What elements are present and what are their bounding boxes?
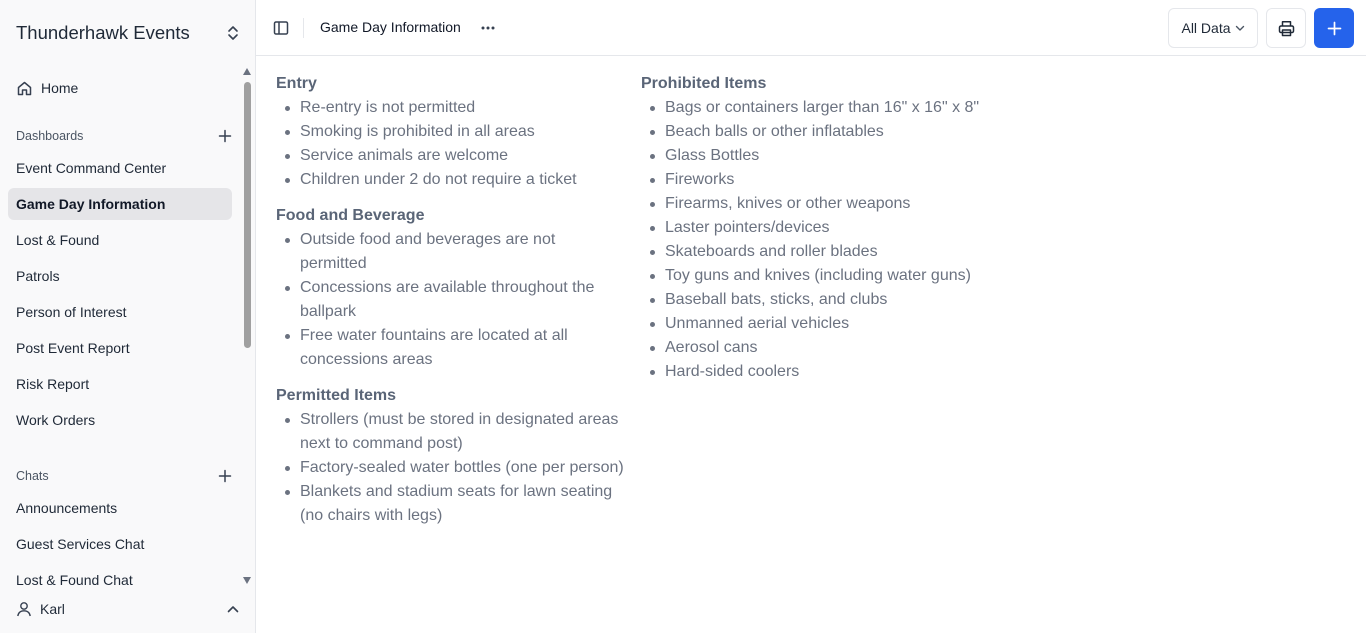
sidebar-item-label: Patrols bbox=[16, 268, 60, 284]
list-item: Hard-sided coolers bbox=[641, 360, 1001, 384]
user-name: Karl bbox=[40, 601, 65, 617]
list-item: Skateboards and roller blades bbox=[641, 240, 1001, 264]
section-heading: Permitted Items bbox=[276, 387, 397, 404]
list-item: Service animals are welcome bbox=[276, 144, 626, 168]
list-item: Laster pointers/devices bbox=[641, 216, 1001, 240]
add-button[interactable] bbox=[1314, 8, 1354, 48]
entry-list bbox=[276, 96, 626, 192]
sidebar-toggle-icon[interactable] bbox=[273, 20, 289, 36]
page-title: Game Day Information bbox=[320, 19, 461, 35]
dashboards-section-header bbox=[16, 126, 232, 146]
printer-icon bbox=[1278, 20, 1295, 37]
list-item: Fireworks bbox=[641, 168, 1001, 192]
food-beverage-section bbox=[276, 204, 626, 372]
section-heading: Entry bbox=[276, 75, 317, 92]
add-dashboard-icon[interactable] bbox=[218, 129, 232, 143]
list-item: Outside food and beverages are not permitted bbox=[276, 228, 626, 276]
data-filter-dropdown[interactable] bbox=[1168, 8, 1258, 48]
list-item: Unmanned aerial vehicles bbox=[641, 312, 1001, 336]
sidebar-item-home[interactable] bbox=[8, 72, 232, 104]
sidebar-item-label: Post Event Report bbox=[16, 340, 130, 356]
left-column bbox=[276, 72, 626, 540]
sidebar-item-event-command-center[interactable] bbox=[8, 152, 232, 184]
user-icon bbox=[16, 601, 32, 617]
section-label: Chats bbox=[16, 469, 49, 483]
sidebar-item-label: Person of Interest bbox=[16, 304, 127, 320]
sidebar-item-lost-and-found[interactable] bbox=[8, 224, 232, 256]
home-icon bbox=[16, 80, 33, 97]
list-item: Glass Bottles bbox=[641, 144, 1001, 168]
list-item: Concessions are available throughout the ballpark bbox=[276, 276, 626, 324]
list-item: Smoking is prohibited in all areas bbox=[276, 120, 626, 144]
scroll-up-arrow-icon[interactable] bbox=[243, 68, 251, 75]
list-item: Toy guns and knives (including water guns) bbox=[641, 264, 1001, 288]
food-beverage-list bbox=[276, 228, 626, 372]
sidebar-item-patrols[interactable] bbox=[8, 260, 232, 292]
list-item: Aerosol cans bbox=[641, 336, 1001, 360]
sidebar-item-label: Announcements bbox=[16, 500, 118, 516]
sidebar-item-announcements[interactable] bbox=[8, 492, 232, 524]
permitted-items-list bbox=[276, 408, 626, 528]
sidebar-nav bbox=[0, 70, 240, 590]
chats-section-header bbox=[16, 466, 232, 486]
sidebar-item-game-day-information[interactable] bbox=[8, 188, 232, 220]
sidebar-item-work-orders[interactable] bbox=[8, 404, 232, 436]
list-item: Baseball bats, sticks, and clubs bbox=[641, 288, 1001, 312]
sidebar-item-label: Guest Services Chat bbox=[16, 536, 145, 552]
list-item: Children under 2 do not require a ticket bbox=[276, 168, 626, 192]
sidebar-item-lost-and-found-chat[interactable] bbox=[8, 564, 232, 590]
section-heading: Food and Beverage bbox=[276, 207, 425, 224]
main-area bbox=[256, 0, 1366, 633]
list-item: Re-entry is not permitted bbox=[276, 96, 626, 120]
sidebar-item-guest-services-chat[interactable] bbox=[8, 528, 232, 560]
section-label: Dashboards bbox=[16, 129, 84, 143]
user-menu[interactable] bbox=[16, 598, 240, 620]
list-item: Factory-sealed water bottles (one per person) bbox=[276, 456, 626, 480]
workspace-name: Thunderhawk Events bbox=[16, 22, 190, 43]
list-item: Bags or containers larger than 16" x 16" x 8" bbox=[641, 96, 1001, 120]
sidebar-item-label: Game Day Information bbox=[16, 196, 166, 212]
sidebar-item-label: Home bbox=[41, 80, 79, 96]
sidebar-scrollbar[interactable] bbox=[242, 68, 252, 584]
list-item: Firearms, knives or other weapons bbox=[641, 192, 1001, 216]
chevron-up-icon[interactable] bbox=[226, 602, 240, 616]
chevron-up-down-icon[interactable] bbox=[226, 24, 240, 42]
sidebar-item-label: Work Orders bbox=[16, 412, 96, 428]
right-column bbox=[641, 72, 1001, 396]
sidebar-item-label: Lost & Found bbox=[16, 232, 100, 248]
chevron-down-icon bbox=[1235, 23, 1245, 33]
sidebar bbox=[0, 0, 256, 633]
list-item: Blankets and stadium seats for lawn seating (no chairs with legs) bbox=[276, 480, 626, 528]
sidebar-item-post-event-report[interactable] bbox=[8, 332, 232, 364]
list-item: Strollers (must be stored in designated areas next to command post) bbox=[276, 408, 626, 456]
user-info bbox=[16, 601, 65, 617]
add-chat-icon[interactable] bbox=[218, 469, 232, 483]
header-divider bbox=[303, 18, 304, 38]
list-item: Beach balls or other inflatables bbox=[641, 120, 1001, 144]
sidebar-item-label: Lost & Found Chat bbox=[16, 572, 133, 588]
prohibited-items-section bbox=[641, 72, 1001, 384]
scroll-thumb[interactable] bbox=[244, 82, 251, 348]
print-button[interactable] bbox=[1266, 8, 1306, 48]
workspace-switcher[interactable] bbox=[16, 22, 240, 44]
sidebar-item-risk-report[interactable] bbox=[8, 368, 232, 400]
plus-icon bbox=[1327, 21, 1342, 36]
prohibited-items-list bbox=[641, 96, 1001, 384]
filter-label: All Data bbox=[1181, 20, 1231, 36]
permitted-items-section bbox=[276, 384, 626, 528]
scroll-down-arrow-icon[interactable] bbox=[243, 577, 251, 584]
top-bar bbox=[256, 0, 1366, 56]
section-heading: Prohibited Items bbox=[641, 75, 767, 92]
sidebar-item-person-of-interest[interactable] bbox=[8, 296, 232, 328]
sidebar-item-label: Event Command Center bbox=[16, 160, 167, 176]
sidebar-item-label: Risk Report bbox=[16, 376, 90, 392]
more-options-icon[interactable] bbox=[480, 20, 496, 36]
entry-section bbox=[276, 72, 626, 192]
list-item: Free water fountains are located at all concessions areas bbox=[276, 324, 626, 372]
